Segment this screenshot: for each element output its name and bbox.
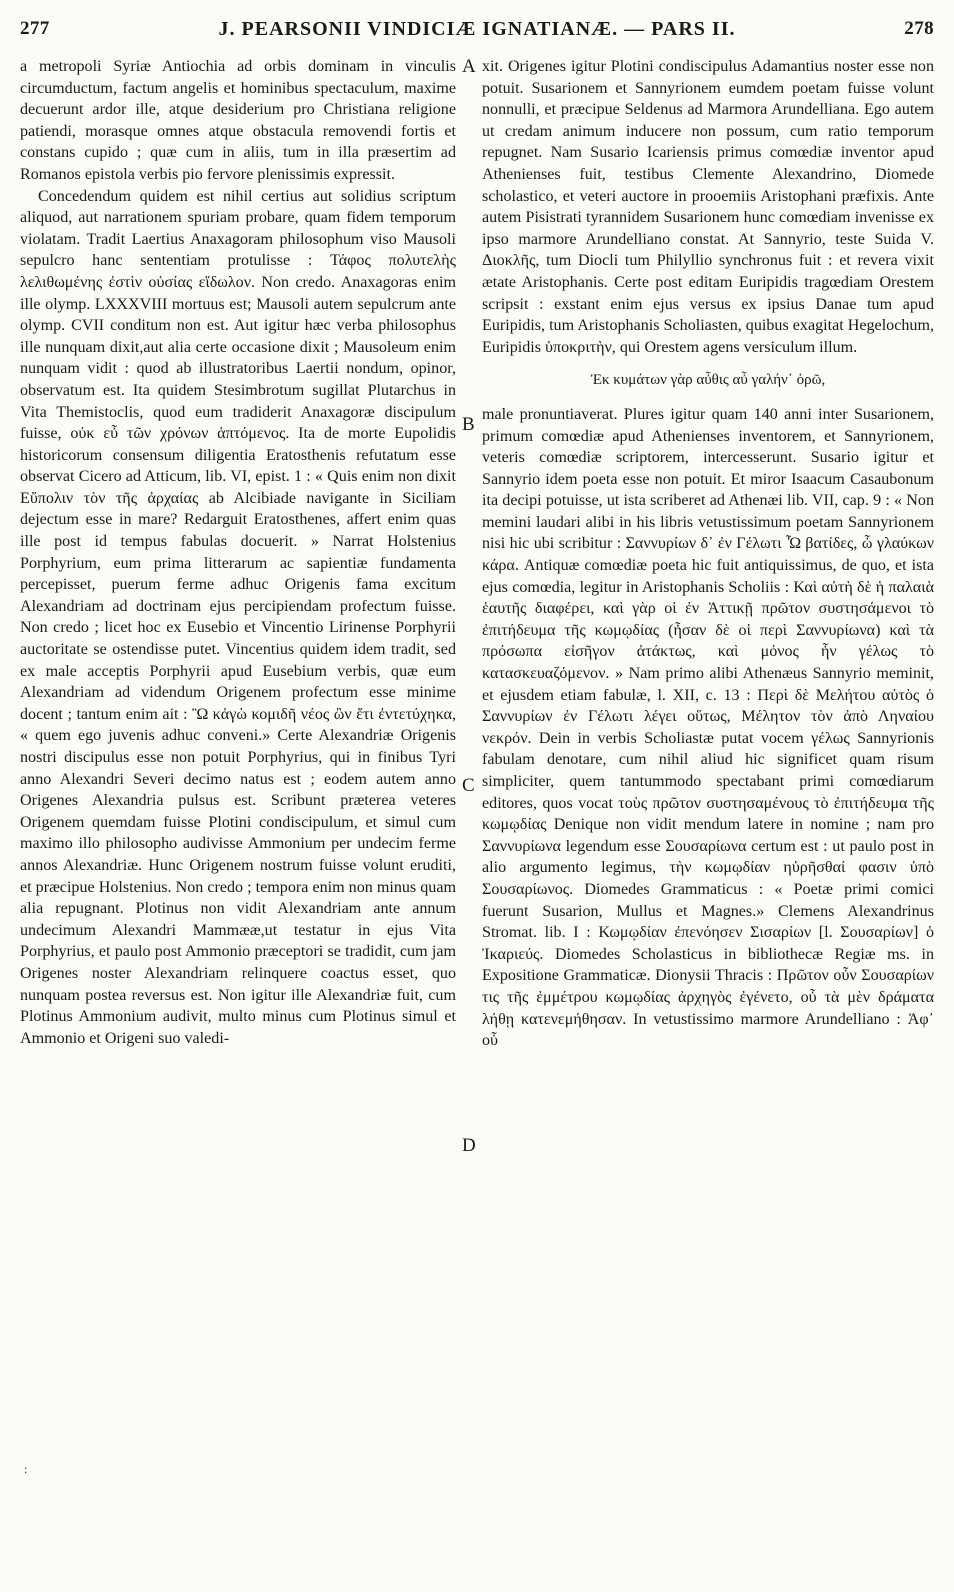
paragraph: a metropoli Syriæ Antiochia ad orbis dominam in vinculis circumductum, factum angelis et hominibus spectaculum, maxime decuerunt ardor ille, atque desiderium pro Christiana religione patiendi, morasque omnes atque obstacula removendi fortis et constans cupido ; quæ cum in aliis, tum in illa præsertim ad Romanos epistola verbis pio fervore plenissimis expressit. [20, 58, 456, 183]
paragraph: Concedendum quidem est nihil certius aut solidius scriptum aliquod, aut narrationem spuriam probare, quam fidem temporum violatam. Tradit Laertius Anaxagoram philosophum viso Mausoli sepulcro hanc sententiam protulisse : Τάφος πολυτελὴς λελιθωμένης ἐστὶν οὐσίας εἴδωλον. Non credo. Anaxagoras enim ille olymp. LXXXVIII mortuus est; Mausoli autem sepulcrum ante olymp. CVII conditum non est. Aut igitur hæc verba philosophus ille nunquam dixit,aut alia certe occasione dixit ; Mausoleum enim nunquam vidit : quod ab illustratoribus Laertii nondum, opinor, observatum est. Ita quidem Stesimbrotum sugillat Plutarchus in Vita Themistoclis, quod eum tradiderit Anaxagoræ discipulum fuisse, οὐκ εὖ τῶν χρόνων ἁπτόμενος. Ita de morte Eupolidis historicorum consensum diligentia Eratosthenis refutatum esse observat Cicero ad Atticum, lib. VI, epist. 1 : « Quis enim non dixit Εὔπολιν τὸν τῆς ἀρχαίας ab Alcibiade navigante in Siciliam dejectum esse in mare? Redarguit Eratosthenes, affert enim quas ille post id tempus fabulas docuerit. » Narrat Holstenius Porphyrium, eum prima litterarum ac sapientiæ fundamenta percepisset, puerum ferme adhuc Origenis fama excitum Alexandriam ad doctrinam ejus percipiendam profectum fuisse. Non credo ; licet hoc ex Eusebio et Vincentio Lirinense Porphyrii auctoritate se ostendisse putet. Vincentius quidem idem tradit, sed ex male acceptis Porphyrii apud Eusebium verbis, quæ eum Alexandriam ad videndum Origenem profectum esse minime docent ; tantum enim ait : Ὢ κἀγὼ κομιδῆ νέος ὢν ἔτι ἐντετύχηκα, « quem ego juvenis adhuc conveni.» Certe Alexandriæ Origenis nostri discipulus esse non potuit Porphyrius, qui in finibus Tyri anno Alexandri Severi decimo natus est ; eodem autem anno Origenes Alexandria pulsus est. Scribunt præterea veteres Origenem quemdam fuisse Plotini condiscipulum, et simul cum maximo illo philosopho audivisse Ammonium per undecim ferme annos Alexandriæ. Hunc Origenem nostrum fuisse volunt eruditi, et præcipue Holstenius. Non credo ; tempora enim non minus quam alia repugnant. Plotinus non vidit Alexandriam ante annum undecimum Alexandri Mammææ,ut testatur in ejus Vita Porphyrius, et paulo post Ammonio præceptori se tradidit, cum jam Origenes noster Alexandriam relinquere coactus esset, quo nunquam postea reversus est. Non igitur ille Alexandriæ fuit, cum Plotinus Ammonium audivit, multo minus cum Plotinus simul et Ammonio et Origeni suo valedi- [20, 187, 456, 1047]
footer-mark: : [24, 1462, 28, 1476]
running-title: J. PEARSONII VINDICIÆ IGNATIANÆ. — PARS II. [218, 17, 736, 40]
running-header [20, 14, 934, 44]
section-marker-b: B [462, 414, 475, 435]
section-marker-c: C [462, 775, 475, 796]
left-column [20, 56, 456, 1448]
right-column [482, 56, 934, 1476]
section-marker-a: A [462, 56, 476, 77]
paragraph: male pronuntiaverat. Plures igitur quam 140 anni inter Susarionem, primum comœdiæ apud Athenienses inventorem, et Sannyrionem, veteris comœdiæ scriptorem, intercesserunt. Susario igitur et Sannyrio idem poeta esse non potuit. Et miror Isaacum Casaubonum ita decipi potuisse, ut ista scriberet ad Athenæi lib. VII, cap. 9 : « Non memini laudari alibi in his libris vetustissimum poetam Sannyrionem nisi hic ubi scribitur : Σαννυρίων δ᾽ ἐν Γέλωτι Ὦ βατίδες, ὦ γλαύκων κάρα. Antiquæ comœdiæ poeta hic fuit antiquissimus, de quo, et ista ejus comœdia, legitur in Aristophanis Scholiis : Καὶ αὐτὴ δὲ ἡ παλαιὰ ἑαυτῆς διαφέρει, καὶ γὰρ οἱ ἐν Ἀττικῇ πρῶτον συστησάμενοι τὸ ἐπιτήδευμα τῆς κωμῳδίας (ἦσαν δὲ οἱ περὶ Σαννυρίωνα) καὶ τὰ πρόσωπα εἰσῆγον ἀτάκτως, καὶ μόνος ἦν γέλως τὸ κατασκευαζόμενον. » Nam primo alibi Athenæus Sannyrio meminit, et ejusdem etiam fabulæ, l. XII, c. 13 : Περὶ δὲ Μελήτου αὐτὸς ὁ Σαννυρίων ἐν Γέλωτι λέγει οὕτως, Μέλητον τὸν ἀπὸ Ληναίου νεκρόν. Dein in verbis Scholiastæ putat vocem γέλως Sannyrionis fabulam denotare, cum nihil aliud hic significet quam risum simpliciter, quem tantummodo spectabant primi comœdiarum editores, quos vocat τοὺς πρῶτον συστησαμένους τὸ ἐπιτήδευμα τῆς κωμῳδίας Denique non vidit mendum latere in nomine ; nam pro Σαννυρίωνα legendum esse Σουσαρίωνα certum est : ut paulo post in alio argumento legimus, τὴν κωμῳδίαν ηὑρῆσθαί φασιν ὑπὸ Σουσαρίωνος. Diomedes Grammaticus : « Poetæ primi comici fuerunt Susarion, Mullus et Magnes.» Clemens Alexandrinus Stromat. lib. I : Κωμῳδίαν ἐπενόησεν Σισαρίων [l. Σουσαρίων] ὁ Ἰκαριεύς. Diomedes Scholasticus in bibliothecæ Regiæ ms. in Expositione Grammaticæ. Dionysii Thracis : Πρῶτον οὖν Σουσαρίων τις τῆς ἐμμέτρου κωμῳδίας ἀρχηγὸς ἐγένετο, οὗ τὰ μὲν δράματα λήθῃ κατενεμήθησαν. In vetustissimo marmore Arundelliano : Ἀφ᾽ οὗ [482, 405, 934, 1050]
section-marker-d: D [462, 1135, 476, 1156]
verse-quotation: Ἐκ κυμάτων γὰρ αὖθις αὖ γαλήν᾽ ὁρῶ, [590, 372, 826, 389]
left-page-number: 277 [20, 18, 50, 39]
paragraph: xit. Origenes igitur Plotini condiscipulus Adamantius noster esse non potuit. Susarionem et Sannyrionem eumdem poetam fuisse volunt nonnulli, et præcipue Seldenus ad Marmora Arundelliana. Ego autem ut credam animum inducere non possum, cum ratio temporum repugnet. Nam Susario Icariensis primus comœdiæ inventor apud Athenienses fuit, testibus Clemente Alexandrino, Diomede scholastico, et veteri auctore in prooemiis Aristophani præfixis. Ante autem Pisistrati tyrannidem Susarionem hunc comœdiam invenisse ex ipso marmore Arundelliano constat. At Sannyrio, teste Suida V. Διοκλῆς, tum Diocli tum Philyllio synchronus fuit : et revera vixit ætate Aristophanis. Certe post editam Euripidis tragœdiam Orestem scripsit : exstant enim ejus versus ex ipsius Danae tum apud Euripidis, tum Aristophanis Scholiasten, quibus exagitat Hegelochum, Euripidis ὑποκριτὴν, qui Orestem agens versiculum illum. [482, 58, 934, 356]
right-page-number: 278 [904, 18, 934, 39]
